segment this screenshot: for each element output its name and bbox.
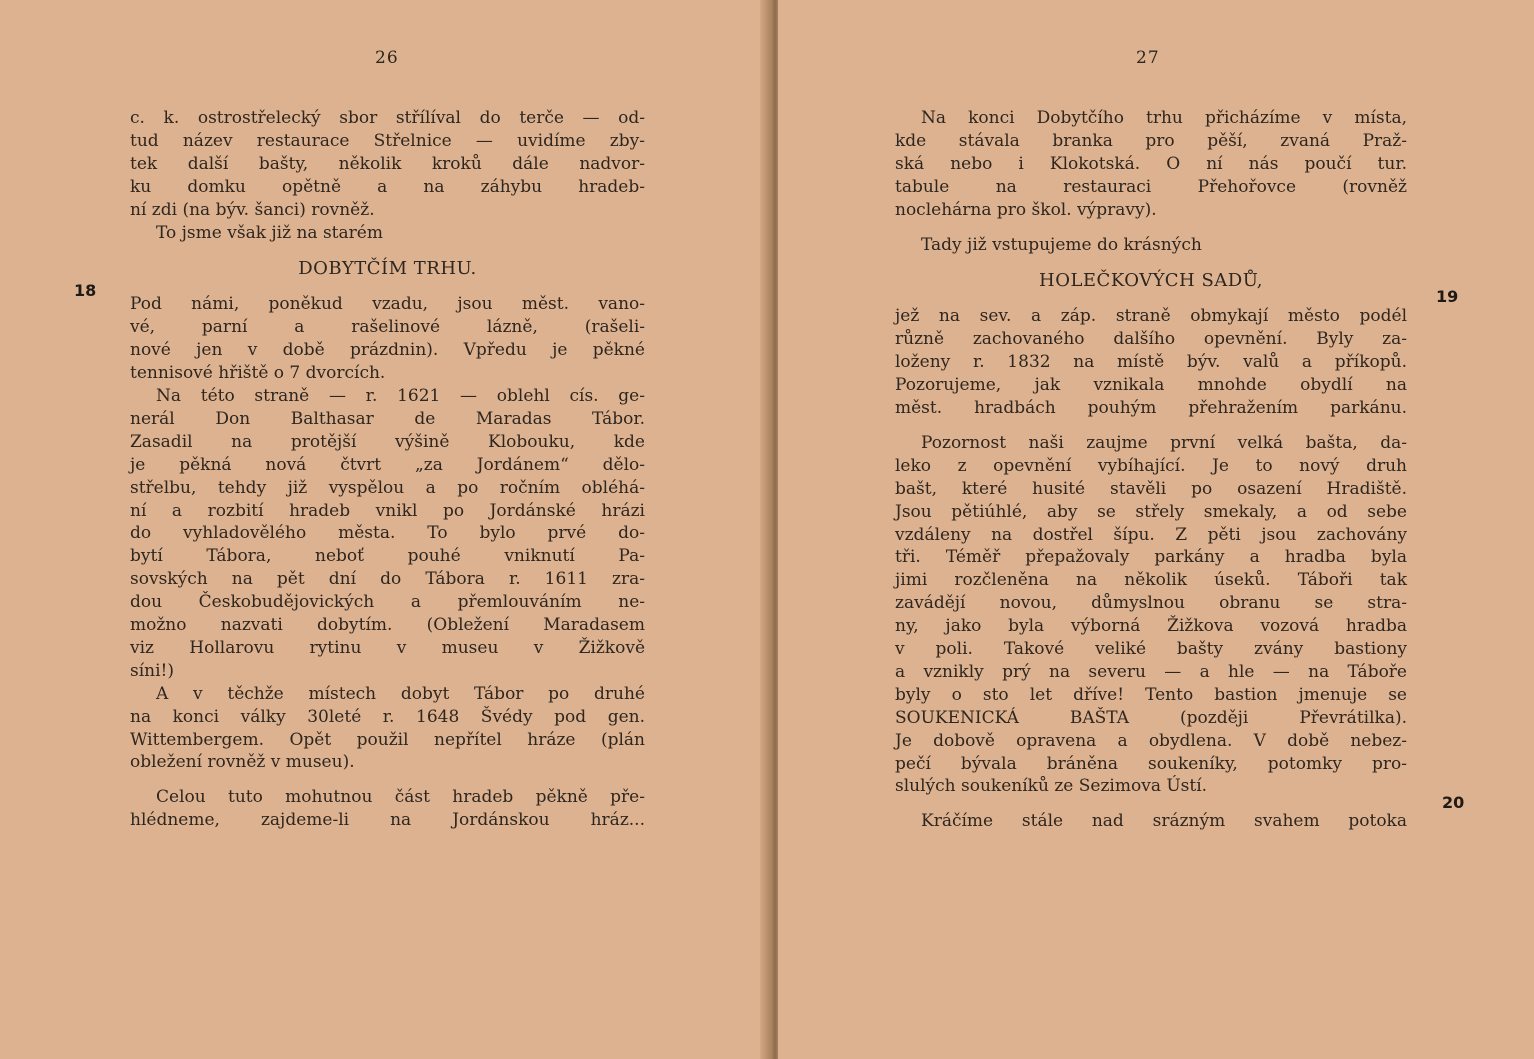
text-line: loženy r. 1832 na místě býv. valů a příkopů.: [895, 352, 1407, 373]
text-line: c. k. ostrostřelecký sbor střílíval do terče — od-: [130, 108, 645, 128]
text-line: a vznikly prý na severu — a hle — na Táboře: [895, 661, 1407, 682]
text-line: tud název restaurace Střelnice — uvidíme zby-: [130, 130, 645, 151]
text-line: střelbu, tehdy již vyspělou a po ročním obléhá-: [130, 477, 645, 498]
text-line: hlédneme, zajdeme-li na Jordánskou hráz...: [130, 810, 645, 831]
text-line: slulých soukeníků ze Sezimova Ústí.: [895, 776, 1208, 797]
text-line: ní zdi (na býv. šanci) rovněž.: [130, 199, 375, 220]
text-line: Jsou pětiúhlé, aby se střely smekaly, a od sebe: [895, 501, 1407, 522]
section-heading: HOLEČKOVÝCH SADŮ,: [1039, 270, 1263, 292]
text-line: dou Českobudějovických a přemlouváním ne-: [130, 592, 645, 613]
page-number: 26: [375, 48, 399, 68]
text-line: viz Hollarovu rytinu v museu v Žižkově: [130, 637, 645, 658]
text-line: ku domku opětně a na záhybu hradeb-: [130, 176, 645, 197]
paragraph-gap: [895, 222, 1407, 234]
right-page: [778, 0, 1534, 1059]
text-line: měst. hradbách pouhým přehražením parkánu.: [895, 397, 1407, 418]
text-line: do vyhladovělého města. To bylo prvé do-: [130, 523, 645, 544]
text-line: pečí bývala bráněna soukeníky, potomky pro-: [895, 753, 1407, 774]
text-line: Celou tuto mohutnou část hradeb pěkně pře-: [156, 787, 645, 808]
paragraph-gap: [895, 420, 1407, 432]
text-line: různě zachovaného dalšího opevnění. Byly za-: [895, 329, 1407, 350]
text-line: Zasadil na protější výšině Klobouku, kde: [130, 431, 645, 452]
text-line: jimi rozčleněna na několik úseků. Táboři tak: [895, 570, 1407, 591]
text-line: Na této straně — r. 1621 — oblehl cís. ge-: [156, 385, 645, 406]
text-line: Na konci Dobytčího trhu přicházíme v místa,: [921, 108, 1407, 128]
text-line: ny, jako byla výborná Žižkova vozová hradba: [895, 616, 1407, 637]
page-number: 27: [1136, 48, 1160, 68]
right-text-block: [895, 107, 1407, 833]
text-line: tennisové hřiště o 7 dvorcích.: [130, 363, 386, 384]
text-line: Wittembergem. Opět použil nepřítel hráze (plán: [130, 729, 645, 750]
text-line: Je dobově opravena a obydlena. V době nebez-: [895, 730, 1407, 751]
text-line: nerál Don Balthasar de Maradas Tábor.: [130, 408, 645, 429]
text-line: ská nebo i Klokotská. O ní nás poučí tur.: [895, 153, 1407, 174]
margin-number: 20: [1442, 793, 1465, 812]
text-line: Tady již vstupujeme do krásných: [921, 234, 1202, 255]
text-line: možno nazvati dobytím. (Obležení Maradasem: [130, 615, 645, 636]
left-text-block: [130, 107, 645, 832]
text-line: zavádějí novou, důmyslnou obranu se stra-: [895, 593, 1407, 614]
text-line: bytí Tábora, neboť pouhé vniknutí Pa-: [130, 546, 645, 567]
paragraph-gap: [130, 774, 645, 786]
text-line: vzdáleny na dostřel šípu. Z pěti jsou zachovány: [895, 524, 1407, 545]
margin-number: 18: [74, 281, 97, 300]
margin-number: 19: [1436, 287, 1459, 306]
text-line: To jsme však již na starém: [156, 222, 383, 243]
text-line: kde stávala branka pro pěší, zvaná Praž-: [895, 130, 1407, 151]
section-heading: DOBYTČÍM TRHU.: [298, 258, 477, 280]
text-line: leko z opevnění vybíhající. Je to nový druh: [895, 455, 1407, 476]
text-line: tek další bašty, několik kroků dále nadvor-: [130, 153, 645, 174]
text-line: na konci války 30leté r. 1648 Švédy pod gen.: [130, 706, 645, 727]
text-line: tři. Téměř přepažovaly parkány a hradba byla: [895, 547, 1407, 568]
text-line: sovských na pět dní do Tábora r. 1611 zra-: [130, 569, 645, 590]
text-line: jež na sev. a záp. straně obmykají město podél: [895, 306, 1407, 327]
text-line: tabule na restauraci Přehořovce (rovněž: [895, 176, 1407, 197]
text-line: bašt, které husité stavěli po osazení Hradiště.: [895, 478, 1407, 499]
text-line: A v těchže místech dobyt Tábor po druhé: [156, 683, 645, 704]
text-line: nové jen v době prázdnin). Vpředu je pěkné: [130, 340, 645, 361]
text-line: Pozornost naši zaujme první velká bašta, da-: [921, 432, 1407, 453]
text-line: síni!): [130, 660, 175, 681]
text-line: Pozorujeme, jak vznikala mnohde obydlí na: [895, 375, 1407, 396]
text-line: obležení rovněž v museu).: [130, 752, 355, 773]
text-line: Pod námi, poněkud vzadu, jsou měst. vano-: [130, 294, 645, 315]
text-line: SOUKENICKÁ BAŠTA (později Převrátilka).: [895, 707, 1407, 728]
text-line: ní a rozbití hradeb vnikl po Jordánské hrázi: [130, 500, 645, 521]
text-line: noclehárna pro škol. výpravy).: [895, 199, 1157, 220]
text-line: je pěkná nová čtvrt „za Jordánem“ dělo-: [130, 454, 645, 475]
text-line: Kráčíme stále nad srázným svahem potoka: [921, 811, 1407, 832]
text-line: v poli. Takové veliké bašty zvány bastiony: [895, 639, 1407, 660]
paragraph-gap: [895, 798, 1407, 810]
text-line: byly o sto let dříve! Tento bastion jmenuje se: [895, 684, 1407, 705]
text-line: vé, parní a rašelinové lázně, (rašeli-: [130, 317, 645, 338]
